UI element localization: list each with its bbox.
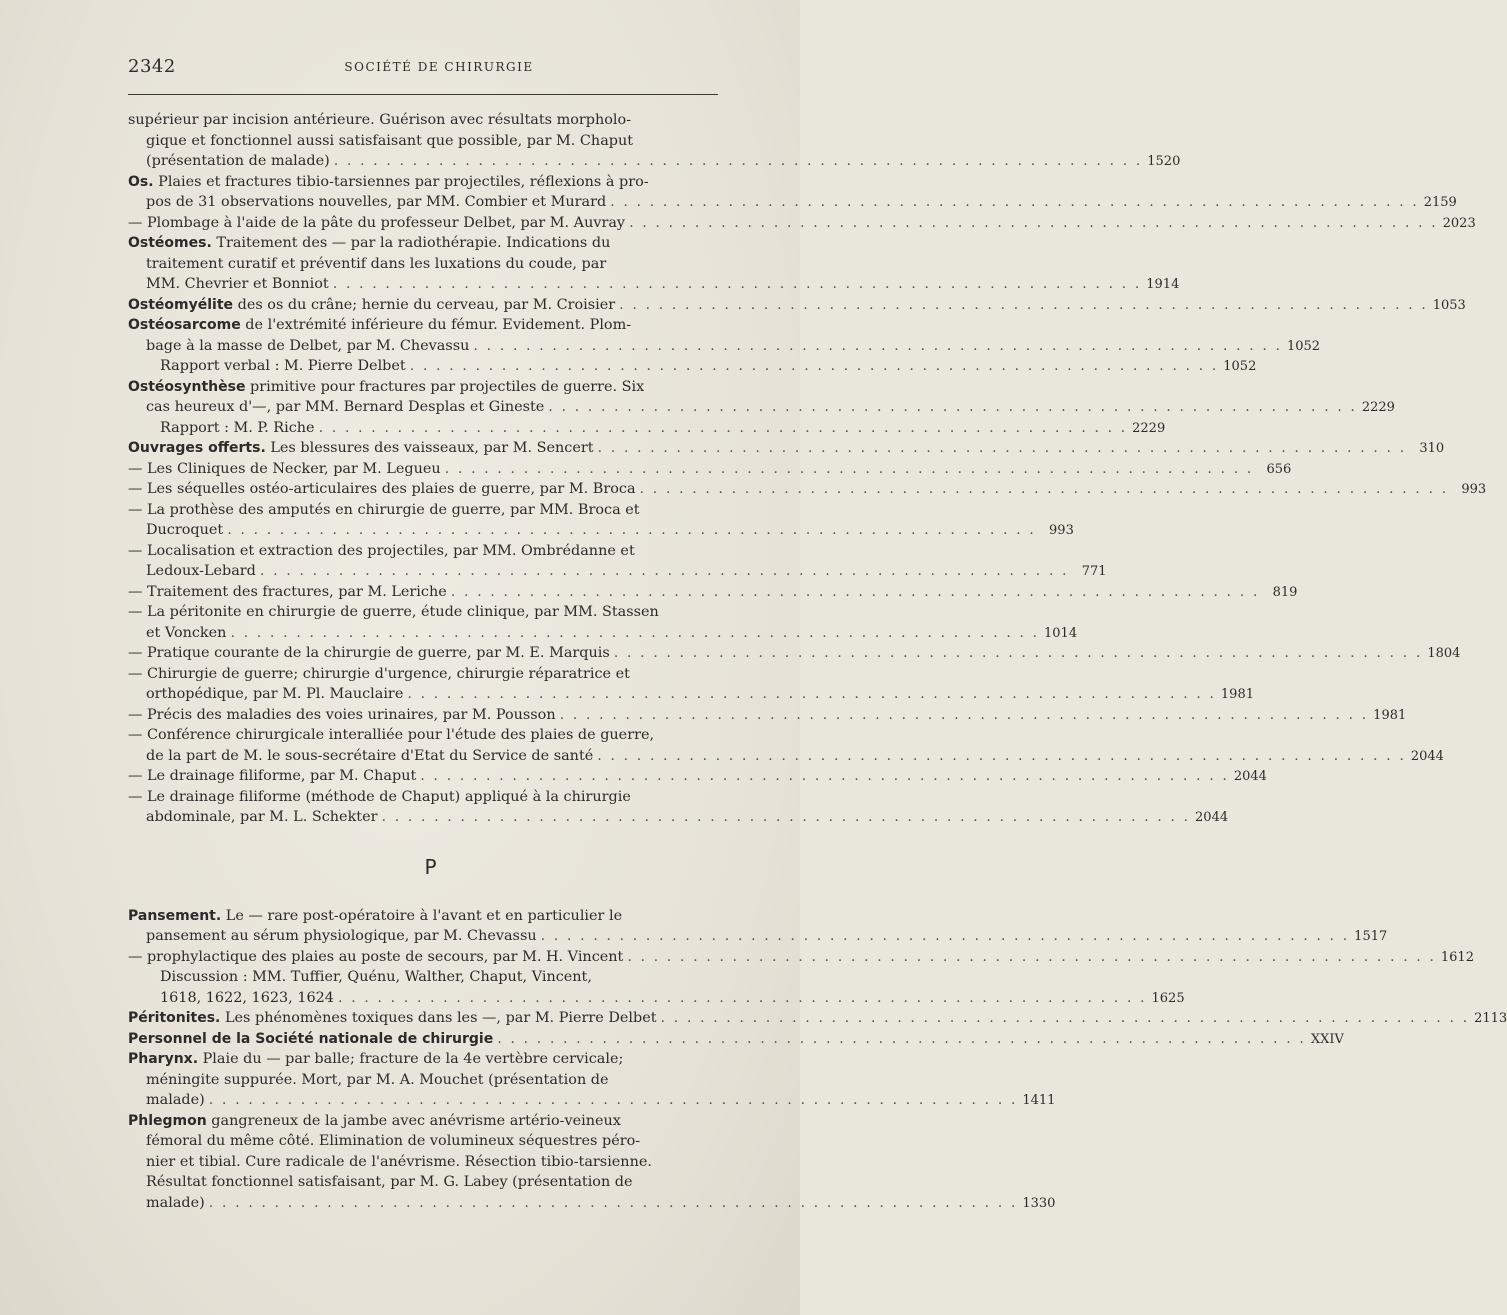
- entry-line: — Les séquelles ostéo-articulaires des plaies de guerre, par M. Broca . . . 993: [128, 479, 723, 500]
- entry-line: bage à la masse de Delbet, par M. Chevassu . . . 1052: [128, 336, 723, 357]
- entry-line: et Voncken . . . 1014: [128, 623, 723, 644]
- index-entry: [128, 500, 1074, 541]
- entry-line: orthopédique, par M. Pl. Mauclaire . . . 1981: [128, 684, 723, 705]
- dot-leader: [445, 459, 1254, 480]
- dot-leader: [661, 1008, 1470, 1029]
- entry-line: — Pratique courante de la chirurgie de guerre, par M. E. Marquis . . . 1804: [128, 643, 723, 664]
- index-entry: [128, 705, 1407, 726]
- page-reference: 1052: [1286, 338, 1321, 354]
- index-entry: [128, 906, 1388, 947]
- index-entry: [128, 213, 1476, 234]
- index-entry: [128, 1008, 1507, 1029]
- index-entry: [128, 582, 1298, 603]
- entry-heading: Ouvrages offerts.: [128, 440, 266, 456]
- page-reference: 1625: [1151, 990, 1185, 1006]
- index-entry: [128, 1029, 1344, 1050]
- entry-heading: Ostéosynthèse: [128, 378, 246, 395]
- page-number: 2342: [128, 56, 176, 77]
- dot-leader: [407, 684, 1216, 705]
- index-entry: [128, 418, 1166, 439]
- dot-leader: [209, 1193, 1018, 1214]
- index-entry: [128, 967, 1185, 1008]
- index-entry: [128, 356, 1257, 377]
- page-reference: 2023: [1442, 215, 1476, 231]
- entry-line: Os. Plaies et fractures tibio-tarsiennes par projectiles, réflexions à pro-: [128, 173, 649, 190]
- dot-leader: [548, 397, 1357, 418]
- running-title: SOCIÉTÉ DE CHIRURGIE: [344, 60, 534, 74]
- entry-line: — Le drainage filiforme, par M. Chaput . . . 2044: [128, 766, 723, 787]
- entry-line: Phlegmon gangreneux de la jambe avec anévrisme artério-veineux: [128, 1112, 621, 1129]
- entry-line: Pansement. Le — rare post-opératoire à l'avant et en particulier le: [128, 907, 623, 924]
- page-reference: 2044: [1410, 748, 1444, 764]
- entry-line: cas heureux d'—, par MM. Bernard Desplas et Gineste . . . 2229: [128, 397, 723, 418]
- page-reference: 771: [1081, 564, 1107, 579]
- dot-leader: [227, 520, 1036, 541]
- entry-line: malade) . . . 1411: [128, 1090, 723, 1111]
- page-reference: 2159: [1423, 195, 1457, 210]
- entry-line: — La prothèse des amputés en chirurgie de guerre, par MM. Broca et: [128, 501, 640, 518]
- entry-line: — La péritonite en chirurgie de guerre, étude clinique, par MM. Stassen: [128, 604, 659, 620]
- entry-line: pansement au sérum physiologique, par M. Chevassu . . . 1517: [128, 926, 723, 947]
- entry-line: traitement curatif et préventif dans les luxations du coude, par: [146, 255, 607, 272]
- entry-line: Ouvrages offerts. Les blessures des vaisseaux, par M. Sencert . . . 310: [128, 438, 723, 459]
- page-reference: 1804: [1427, 646, 1461, 661]
- index-entry: [128, 459, 1292, 480]
- index-entry: [128, 438, 1445, 459]
- entry-line: Ostéosarcome de l'extrémité inférieure du fémur. Evidement. Plom-: [128, 317, 632, 333]
- entry-line: Ostéomyélite des os du crâne; hernie du cerveau, par M. Croisier . . . 1053: [128, 295, 723, 316]
- page-reference: 1053: [1432, 297, 1466, 313]
- index-entry: [128, 725, 1444, 766]
- index-entry: [128, 377, 1395, 418]
- page-reference: 2229: [1361, 400, 1395, 415]
- index-entry: [128, 541, 1107, 582]
- index-body: [128, 110, 1507, 1213]
- dot-leader: [338, 988, 1147, 1009]
- page-reference: 2113: [1474, 1011, 1507, 1026]
- entry-line: Discussion : MM. Tuffier, Quénu, Walther, Chaput, Vincent,: [160, 969, 592, 985]
- index-entry: [128, 1049, 1056, 1111]
- entry-line: — prophylactique des plaies au poste de secours, par M. H. Vincent . . . 1612: [128, 947, 723, 968]
- page-reference: 993: [1049, 523, 1074, 538]
- page-reference: 2044: [1233, 769, 1267, 784]
- entry-line: Rapport verbal : M. Pierre Delbet . . . 1052: [128, 356, 723, 377]
- entry-line: 1618, 1622, 1623, 1624 . . . 1625: [128, 988, 723, 1009]
- entry-line: malade) . . . 1330: [128, 1193, 723, 1214]
- index-entries-o: [128, 110, 1487, 828]
- entry-line: (présentation de malade) . . . 1520: [128, 151, 723, 172]
- dot-leader: [333, 274, 1142, 295]
- index-entry: [128, 315, 1321, 356]
- dot-leader: [420, 766, 1229, 787]
- dot-leader: [541, 926, 1350, 947]
- entry-line: de la part de M. le sous-secrétaire d'Etat du Service de santé . . . 2044: [128, 746, 723, 767]
- entry-line: pos de 31 observations nouvelles, par MM. Combier et Murard . . . 2159: [128, 192, 723, 213]
- dot-leader: [497, 1029, 1306, 1050]
- index-entry: [128, 766, 1267, 787]
- entry-heading: Ostéomyélite: [128, 296, 234, 313]
- entry-line: Péritonites. Les phénomènes toxiques dans les —, par M. Pierre Delbet . . . 2113: [128, 1008, 723, 1029]
- index-entry: [128, 479, 1487, 500]
- page-reference: 1612: [1440, 949, 1474, 965]
- entry-heading: Pansement.: [128, 907, 222, 924]
- dot-leader: [260, 561, 1069, 582]
- index-entry: [128, 643, 1461, 664]
- entry-line: Ostéomes. Traitement des — par la radiothérapie. Indications du: [128, 235, 611, 251]
- entry-line: — Traitement des fractures, par M. Leriche . . . 819: [128, 582, 723, 603]
- entry-line: Rapport : M. P. Riche . . . 2229: [128, 418, 723, 439]
- index-entry: [128, 947, 1474, 968]
- entry-line: supérieur par incision antérieure. Guérison avec résultats morpholo-: [128, 112, 632, 128]
- dot-leader: [640, 479, 1449, 500]
- dot-leader: [614, 643, 1423, 664]
- index-entry: [128, 1111, 1056, 1214]
- entry-line: [128, 1029, 1344, 1050]
- entry-line: — Les Cliniques de Necker, par M. Legueu . . . 656: [128, 459, 723, 480]
- entry-line: Pharynx. Plaie du — par balle; fracture de la 4e vertèbre cervicale;: [128, 1051, 624, 1067]
- page-reference: 1052: [1223, 359, 1257, 374]
- page-reference: 1520: [1147, 154, 1181, 169]
- entry-line: — Chirurgie de guerre; chirurgie d'urgence, chirurgie réparatrice et: [128, 665, 630, 682]
- index-entry: [128, 110, 1181, 172]
- dot-leader: [598, 438, 1407, 459]
- index-entry: [128, 664, 1254, 705]
- page-reference: 1981: [1220, 687, 1254, 702]
- entry-line: — Localisation et extraction des projectiles, par MM. Ombrédanne et: [128, 542, 635, 559]
- entry-line: — Conférence chirurgicale interalliée pour l'étude des plaies de guerre,: [128, 727, 655, 743]
- entry-line: méningite suppurée. Mort, par M. A. Mouchet (présentation de: [146, 1071, 609, 1088]
- entry-heading: Ostéomes.: [128, 235, 212, 251]
- page-reference: 819: [1272, 584, 1298, 600]
- dot-leader: [629, 213, 1438, 234]
- page-reference: 656: [1266, 461, 1292, 477]
- dot-leader: [319, 418, 1128, 439]
- entry-line: Ostéosynthèse primitive pour fractures par projectiles de guerre. Six: [128, 378, 645, 395]
- index-entries-p: [128, 906, 1507, 1214]
- page-reference: 310: [1419, 441, 1445, 456]
- dot-leader: [597, 746, 1406, 767]
- header-rule: [128, 94, 718, 95]
- index-entry: [128, 295, 1466, 316]
- page-reference: 1981: [1373, 707, 1407, 723]
- index-entry: [128, 602, 1078, 643]
- page-reference: 1411: [1022, 1093, 1056, 1108]
- entry-heading: Os.: [128, 173, 154, 190]
- section-letter: P: [424, 854, 437, 879]
- dot-leader: [209, 1090, 1018, 1111]
- dot-leader: [560, 705, 1369, 726]
- page-reference: 1517: [1354, 929, 1388, 944]
- index-entry: [128, 172, 1457, 213]
- entry-heading: Phlegmon: [128, 1112, 207, 1129]
- entry-line: — Plombage à l'aide de la pâte du professeur Delbet, par M. Auvray . . . 2023: [128, 213, 723, 234]
- entry-line: Ducroquet . . . 993: [128, 520, 723, 541]
- dot-leader: [627, 947, 1436, 968]
- dot-leader: [451, 582, 1260, 603]
- page-header: [128, 56, 720, 80]
- entry-line: nier et tibial. Cure radicale de l'anévrisme. Résection tibio-tarsienne.: [146, 1153, 652, 1170]
- dot-leader: [473, 336, 1282, 357]
- entry-line: — Le drainage filiforme (méthode de Chaput) appliqué à la chirurgie: [128, 788, 631, 805]
- dot-leader: [334, 151, 1143, 172]
- entry-line: — Précis des maladies des voies urinaires, par M. Pousson . . . 1981: [128, 705, 723, 726]
- entry-line: fémoral du même côté. Elimination de volumineux séquestres péro-: [146, 1133, 641, 1149]
- entry-line: Résultat fonctionnel satisfaisant, par M. G. Labey (présentation de: [146, 1174, 633, 1190]
- dot-leader: [619, 295, 1428, 316]
- entry-line: Ledoux-Lebard . . . 771: [128, 561, 723, 582]
- entry-line: gique et fonctionnel aussi satisfaisant que possible, par M. Chaput: [146, 132, 634, 149]
- page-reference: 2229: [1132, 420, 1166, 436]
- page-reference: 2044: [1195, 810, 1229, 825]
- page-reference: 1014: [1044, 625, 1078, 641]
- index-entry: [128, 787, 1229, 828]
- entry-heading: Personnel de la Société nationale de chirurgie: [128, 1030, 494, 1047]
- page-reference: 1914: [1146, 277, 1180, 292]
- dot-leader: [410, 356, 1219, 377]
- entry-line: MM. Chevrier et Bonniot . . . 1914: [128, 274, 723, 295]
- entry-heading: Péritonites.: [128, 1010, 221, 1026]
- index-entry: [128, 233, 1180, 295]
- dot-leader: [230, 623, 1039, 644]
- dot-leader: [610, 192, 1419, 213]
- page-reference: 993: [1461, 482, 1487, 497]
- entry-heading: Ostéosarcome: [128, 317, 241, 333]
- page-reference: XXIV: [1310, 1031, 1344, 1047]
- entry-heading: Pharynx.: [128, 1051, 199, 1067]
- entry-line: abdominale, par M. L. Schekter . . . 2044: [128, 807, 723, 828]
- dot-leader: [381, 807, 1190, 828]
- page-reference: 1330: [1022, 1195, 1056, 1211]
